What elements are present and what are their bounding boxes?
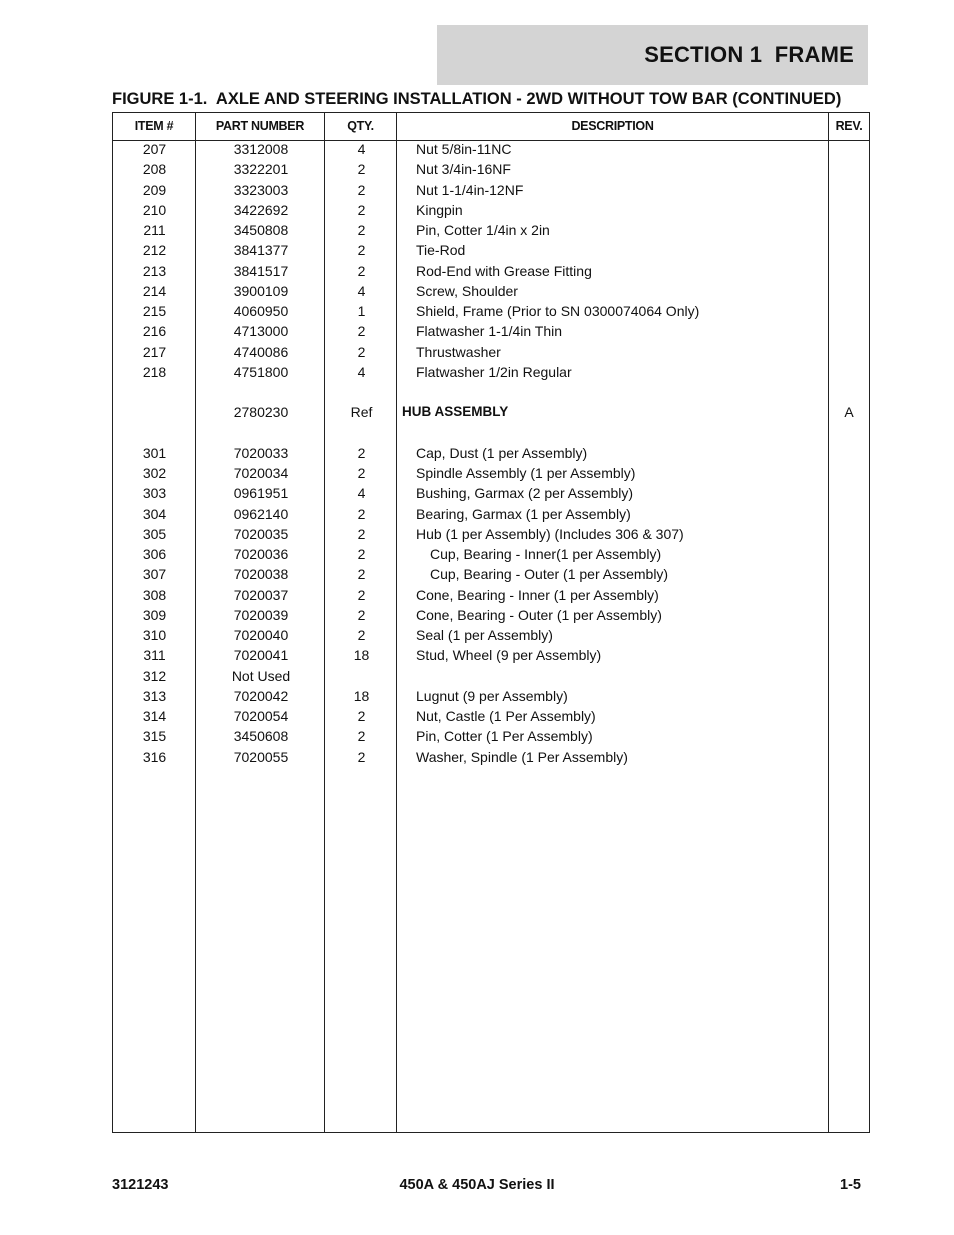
- item-number: 301: [142, 444, 167, 461]
- quantity: 2: [357, 606, 366, 623]
- revision: [829, 180, 869, 200]
- table-row: [113, 423, 869, 443]
- description: Nut, Castle (1 Per Assembly): [416, 708, 596, 724]
- item-number: 217: [142, 343, 167, 360]
- description: HUB ASSEMBLY: [402, 404, 509, 420]
- table-row: [113, 261, 869, 281]
- quantity: 2: [357, 444, 366, 461]
- description: Spindle Assembly (1 per Assembly): [416, 465, 636, 481]
- table-row: [113, 220, 869, 240]
- table-row: [113, 605, 869, 625]
- table-row: [113, 686, 869, 706]
- description: Cup, Bearing - Outer (1 per Assembly): [430, 566, 669, 583]
- item-number: [113, 402, 196, 422]
- revision: [829, 686, 869, 706]
- part-number: 7020034: [233, 465, 289, 481]
- table-row: [113, 747, 869, 767]
- revision: [829, 423, 869, 443]
- description: Seal (1 per Assembly): [416, 627, 553, 643]
- quantity: 2: [357, 748, 366, 765]
- description: Cone, Bearing - Outer (1 per Assembly): [416, 606, 662, 623]
- item-number: 213: [142, 262, 167, 279]
- table-row: [113, 483, 869, 503]
- part-number: 3323003: [233, 181, 289, 198]
- quantity: 2: [357, 262, 366, 279]
- quantity: 18: [353, 647, 370, 664]
- revision: [829, 726, 869, 746]
- revision: [829, 504, 869, 524]
- table-row: [113, 726, 869, 746]
- quantity: [326, 666, 397, 686]
- part-number: 3450608: [233, 728, 289, 745]
- table-row: [113, 666, 869, 686]
- revision: [829, 564, 869, 584]
- table-row: [113, 281, 869, 301]
- description: Lugnut (9 per Assembly): [416, 687, 568, 704]
- part-number: 2780230: [233, 404, 289, 421]
- part-number: 7020042: [233, 687, 289, 704]
- description: Screw, Shoulder: [416, 282, 518, 299]
- table-row: [113, 443, 869, 463]
- section-title: SECTION 1 FRAME: [644, 42, 854, 67]
- header-qty: QTY.: [347, 119, 374, 133]
- description: Cone, Bearing - Inner (1 per Assembly): [416, 586, 659, 603]
- quantity: 2: [357, 627, 366, 643]
- part-number: Not Used: [231, 667, 291, 684]
- item-number: 312: [142, 667, 167, 684]
- description: Washer, Spindle (1 Per Assembly): [416, 748, 628, 765]
- revision: [829, 625, 869, 645]
- part-number: 3422692: [233, 201, 289, 218]
- item-number: 309: [142, 606, 167, 623]
- quantity: 2: [357, 546, 366, 562]
- description: Pin, Cotter (1 Per Assembly): [416, 728, 593, 745]
- item-number: [113, 382, 196, 402]
- revision: [829, 605, 869, 625]
- revision: [829, 159, 869, 179]
- description: Nut 5/8in-11NC: [416, 141, 512, 157]
- item-number: 215: [142, 303, 167, 319]
- quantity: 2: [357, 566, 366, 583]
- quantity: 2: [357, 222, 366, 238]
- table-row: [113, 463, 869, 483]
- part-number: 3450808: [233, 222, 289, 238]
- quantity: 2: [357, 323, 366, 340]
- description: Tie-Rod: [416, 242, 466, 259]
- table-row: [113, 585, 869, 605]
- table-row: [113, 180, 869, 200]
- quantity: 2: [357, 242, 366, 259]
- part-number: 7020033: [233, 444, 289, 461]
- description: Bearing, Garmax (1 per Assembly): [416, 505, 631, 522]
- description: Rod-End with Grease Fitting: [416, 262, 592, 279]
- part-number: [196, 423, 326, 443]
- part-number: 7020040: [233, 627, 289, 643]
- quantity: 4: [357, 141, 366, 157]
- part-number: 3841517: [233, 262, 289, 279]
- header-description: DESCRIPTION: [571, 119, 654, 133]
- revision: [829, 544, 869, 564]
- item-number: 216: [142, 323, 167, 340]
- table-row: [113, 240, 869, 260]
- description: Flatwasher 1-1/4in Thin: [416, 323, 563, 340]
- part-number: 7020055: [233, 748, 289, 765]
- revision: [829, 139, 869, 159]
- quantity: 4: [357, 363, 366, 380]
- table-row: [113, 625, 869, 645]
- part-number: 3841377: [233, 242, 289, 259]
- item-number: 303: [142, 485, 167, 502]
- footer-page-number: 1-5: [840, 1177, 861, 1193]
- part-number: 7020054: [233, 708, 289, 724]
- table-row: [113, 544, 869, 564]
- figure-title: FIGURE 1-1. AXLE AND STEERING INSTALLATION - 2WD WITHOUT TOW BAR (CONTINUED): [112, 90, 842, 108]
- description: Kingpin: [416, 201, 463, 218]
- parts-table: [112, 112, 870, 1133]
- description: Cap, Dust (1 per Assembly): [416, 444, 588, 461]
- item-number: 208: [142, 161, 167, 178]
- item-number: 307: [142, 566, 167, 583]
- item-number: 311: [143, 647, 166, 664]
- footer-document-number: 3121243: [112, 1177, 169, 1193]
- part-number: 3322201: [233, 161, 289, 178]
- item-number: 212: [142, 242, 167, 259]
- revision: [829, 200, 869, 220]
- quantity: 4: [357, 282, 366, 299]
- quantity: 18: [353, 687, 370, 704]
- item-number: 314: [142, 708, 167, 724]
- description: [416, 382, 826, 402]
- quantity: 2: [357, 465, 366, 481]
- revision: [829, 747, 869, 767]
- part-number: 3312008: [233, 141, 289, 157]
- description: Shield, Frame (Prior to SN 0300074064 Only): [416, 303, 700, 319]
- description: Nut 1-1/4in-12NF: [416, 181, 524, 198]
- description: Pin, Cotter 1/4in x 2in: [416, 222, 550, 238]
- revision: [829, 281, 869, 301]
- item-number: [113, 423, 196, 443]
- revision: [829, 220, 869, 240]
- revision: [829, 261, 869, 281]
- table-row: [113, 504, 869, 524]
- quantity: 1: [357, 303, 366, 319]
- revision: [829, 645, 869, 665]
- part-number: 7020037: [233, 586, 289, 603]
- section-header: [437, 25, 868, 85]
- part-number: 4740086: [233, 343, 289, 360]
- quantity: [326, 382, 397, 402]
- description: Flatwasher 1/2in Regular: [416, 363, 572, 380]
- table-row: [113, 706, 869, 726]
- table-row: [113, 342, 869, 362]
- quantity: 2: [357, 161, 366, 178]
- part-number: 4060950: [233, 303, 289, 319]
- revision: A: [844, 404, 854, 421]
- revision: [829, 524, 869, 544]
- item-number: 304: [142, 505, 167, 522]
- table-row: [113, 524, 869, 544]
- revision: [829, 483, 869, 503]
- part-number: 0962140: [233, 505, 289, 522]
- table-row: [113, 645, 869, 665]
- item-number: 316: [142, 748, 167, 765]
- item-number: 210: [142, 201, 167, 218]
- table-row: [113, 301, 869, 321]
- description: Cup, Bearing - Inner(1 per Assembly): [430, 546, 662, 562]
- part-number: 7020035: [233, 525, 289, 542]
- header-item: ITEM #: [134, 119, 174, 133]
- quantity: 2: [357, 201, 366, 218]
- table-header-row: [113, 113, 869, 141]
- quantity: 2: [357, 728, 366, 745]
- revision: [829, 463, 869, 483]
- revision: [829, 362, 869, 382]
- item-number: 218: [142, 363, 167, 380]
- item-number: 306: [142, 546, 167, 562]
- part-number: 7020039: [233, 606, 289, 623]
- item-number: 308: [142, 586, 167, 603]
- revision: [829, 240, 869, 260]
- quantity: 2: [357, 181, 366, 198]
- table-row: [113, 159, 869, 179]
- table-body: [113, 139, 869, 767]
- quantity: [326, 423, 397, 443]
- revision: [829, 443, 869, 463]
- part-number: [196, 382, 326, 402]
- quantity: 4: [357, 485, 366, 502]
- revision: [829, 585, 869, 605]
- item-number: 214: [142, 282, 167, 299]
- quantity: 2: [357, 525, 366, 542]
- item-number: 313: [142, 687, 167, 704]
- item-number: 207: [142, 141, 167, 157]
- table-row: [113, 139, 869, 159]
- header-rev: REV.: [835, 119, 863, 133]
- part-number: 7020038: [233, 566, 289, 583]
- quantity: 2: [357, 343, 366, 360]
- part-number: 7020041: [233, 647, 289, 664]
- table-row: [113, 402, 869, 422]
- item-number: 315: [142, 728, 167, 745]
- revision: [829, 706, 869, 726]
- table-row: [113, 321, 869, 341]
- table-row: [113, 200, 869, 220]
- table-row: [113, 382, 869, 402]
- description: [416, 423, 826, 443]
- quantity: 2: [357, 505, 366, 522]
- revision: [829, 666, 869, 686]
- description: Stud, Wheel (9 per Assembly): [416, 647, 602, 664]
- part-number: 4751800: [233, 363, 289, 380]
- part-number: 0961951: [233, 485, 289, 502]
- description: [416, 666, 826, 686]
- description: Thrustwasher: [416, 343, 501, 360]
- description: Nut 3/4in-16NF: [416, 161, 511, 178]
- item-number: 209: [142, 181, 167, 198]
- item-number: 211: [143, 222, 166, 238]
- item-number: 310: [142, 627, 167, 643]
- description: Bushing, Garmax (2 per Assembly): [416, 485, 634, 502]
- header-part-number: PART NUMBER: [215, 119, 305, 133]
- table-row: [113, 564, 869, 584]
- quantity: Ref: [350, 404, 373, 421]
- item-number: 302: [142, 465, 167, 481]
- part-number: 4713000: [233, 323, 289, 340]
- part-number: 3900109: [233, 282, 289, 299]
- footer-model: 450A & 450AJ Series II: [399, 1177, 555, 1193]
- revision: [829, 321, 869, 341]
- description: Hub (1 per Assembly) (Includes 306 & 307): [416, 525, 684, 542]
- revision: [829, 301, 869, 321]
- revision: [829, 342, 869, 362]
- revision: [829, 382, 869, 402]
- item-number: 305: [142, 525, 167, 542]
- table-row: [113, 362, 869, 382]
- part-number: 7020036: [233, 546, 289, 562]
- quantity: 2: [357, 586, 366, 603]
- quantity: 2: [357, 708, 366, 724]
